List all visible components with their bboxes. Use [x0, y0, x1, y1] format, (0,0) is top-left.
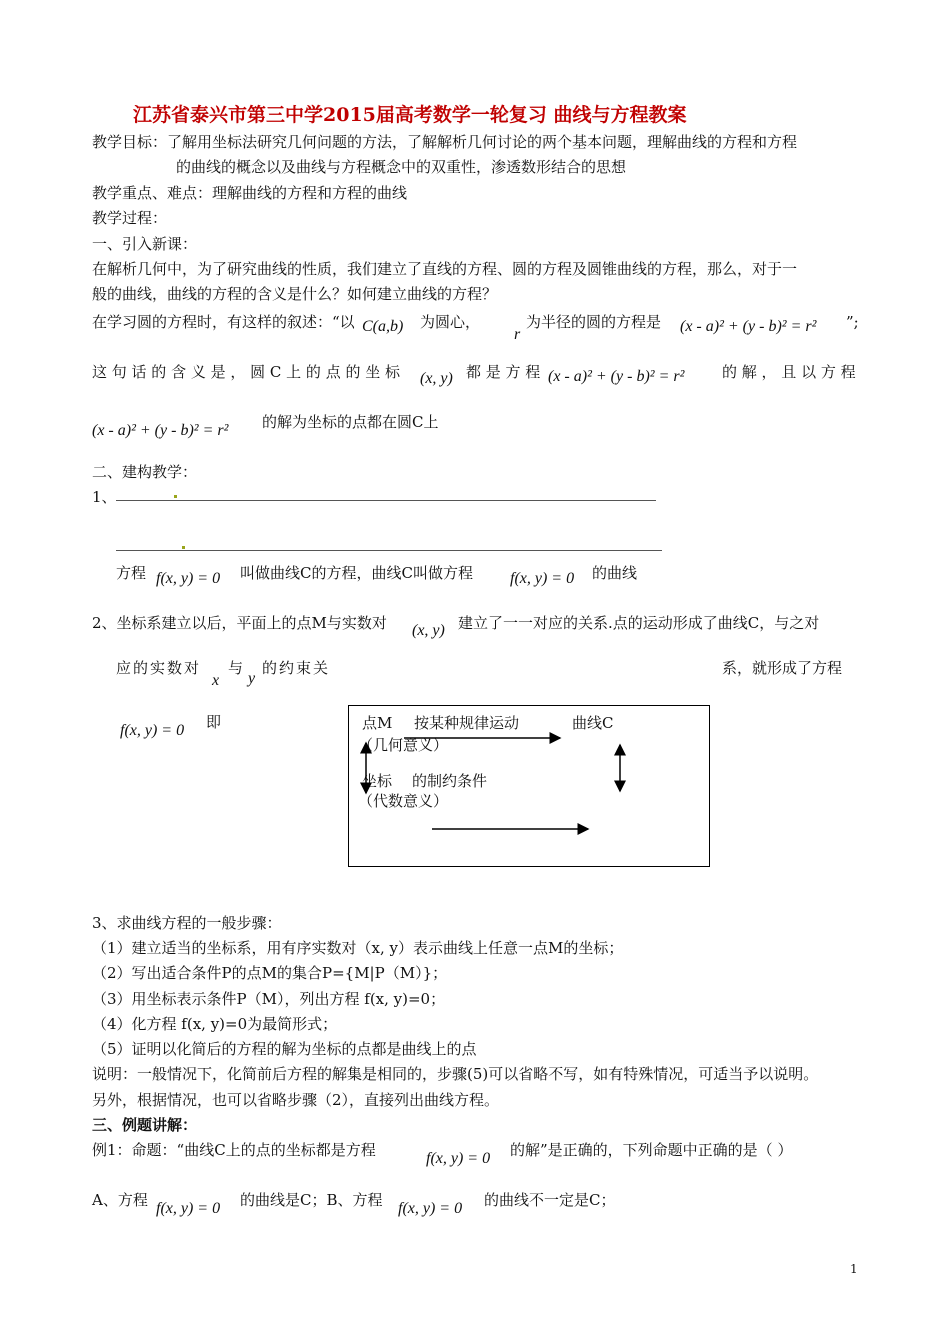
item2-coordinates: (x, y) — [412, 622, 445, 639]
section1-p3-text-a: 这 句 话 的 含 义 是 ， 圆 C 上 的 点 的 坐 标 — [92, 363, 400, 381]
step-2: （2）写出适合条件P的点M的集合P={M|P（M）}； — [92, 964, 448, 982]
section1-p2-text-c: 为半径的圆的方程是 — [526, 313, 662, 331]
circle-center-formula: C(a,b) — [362, 318, 404, 335]
point-coordinates: (x, y) — [420, 370, 453, 387]
section1-p2-text-a: 在学习圆的方程时，有这样的叙述：“以 — [92, 313, 355, 331]
item1-text-a: 方程 — [116, 564, 147, 582]
variable-y: y — [248, 670, 256, 687]
key-points: 教学重点、难点：理解曲线的方程和方程的曲线 — [92, 184, 408, 202]
equation-f-3: f(x, y) = 0 — [120, 722, 185, 739]
diagram-curve-c: 曲线C — [572, 714, 614, 732]
equation-f-1: f(x, y) = 0 — [156, 570, 221, 587]
process-label: 教学过程： — [92, 209, 168, 227]
example1-text-a: 例1：命题：“曲线C上的点的坐标都是方程 — [92, 1141, 376, 1159]
option-b-text: 的曲线不一定是C； — [484, 1191, 616, 1209]
item2-text-f: 系，就形成了方程 — [722, 659, 843, 677]
item1-text-c: 的曲线 — [592, 564, 638, 582]
diagram-algebraic-meaning: （代数意义） — [358, 792, 449, 810]
diagram-point-m: 点M — [362, 714, 393, 732]
diagram-constraint: 的制约条件 — [412, 772, 488, 790]
option-a-equation: f(x, y) = 0 — [156, 1200, 221, 1217]
item1-text-b: 叫做曲线C的方程，曲线C叫做方程 — [240, 564, 473, 582]
variable-x: x — [212, 672, 220, 689]
item2-text-b: 建立了一一对应的关系.点的运动形成了曲线C，与之对 — [458, 614, 820, 632]
example1-text-b: 的解”是正确的，下列命题中正确的是（ ） — [510, 1141, 793, 1159]
diagram-rule: 按某种规律运动 — [414, 714, 520, 732]
step-1: （1）建立适当的坐标系，用有序实数对（x, y）表示曲线上任意一点M的坐标； — [92, 939, 624, 957]
stray-dot-1 — [174, 495, 177, 498]
item2-text-c: 应的实数对 — [116, 659, 202, 677]
item2-text-g: 即 — [206, 713, 222, 731]
radius-symbol: r — [514, 326, 521, 343]
section1-p4-text: 的解为坐标的点都在圆C上 — [262, 413, 439, 431]
section1-paragraph1-line2: 般的曲线，曲线的方程的含义是什么？如何建立曲线的方程？ — [92, 285, 498, 303]
step-3: （3）用坐标表示条件P（M），列出方程 f(x, y)=0； — [92, 990, 446, 1008]
item2-text-e: 的约束关 — [262, 659, 331, 677]
blank-line-1 — [116, 500, 656, 501]
objectives-line2: 的曲线的概念以及曲线与方程概念中的双重性，渗透数形结合的思想 — [176, 158, 627, 176]
item2-text-a: 2、坐标系建立以后，平面上的点M与实数对 — [92, 614, 387, 632]
option-b-equation: f(x, y) = 0 — [398, 1200, 463, 1217]
step-4: （4）化方程 f(x, y)=0为最简形式； — [92, 1015, 338, 1033]
item1-label: 1、 — [92, 488, 117, 506]
diagram-coordinate: 坐标 — [362, 772, 393, 790]
stray-dot-2 — [182, 546, 185, 549]
equation-f-2: f(x, y) = 0 — [510, 570, 575, 587]
page-title: 江苏省泰兴市第三中学2015届高考数学一轮复习 曲线与方程教案 — [133, 104, 687, 126]
objectives-line1: 教学目标：了解用坐标法研究几何问题的方法，了解解析几何讨论的两个基本问题，理解曲线的方程和方程 — [92, 133, 798, 151]
circle-equation-1: (x - a)² + (y - b)² = r² — [680, 318, 817, 335]
section1-paragraph1-line1: 在解析几何中，为了研究曲线的性质，我们建立了直线的方程、圆的方程及圆锥曲线的方程，那么，对于一 — [92, 260, 798, 278]
option-a-text-b: 的曲线是C；B、方程 — [240, 1191, 383, 1209]
section1-p3-text-b: 都 是 方 程 — [466, 363, 541, 381]
section2-heading: 二、建构教学： — [92, 463, 198, 481]
diagram-arrows — [348, 705, 708, 865]
item3-heading: 3、求曲线方程的一般步骤： — [92, 914, 282, 932]
option-a-text: A、方程 — [92, 1191, 148, 1209]
note-line1: 说明：一般情况下，化简前后方程的解集是相同的，步骤(5)可以省略不写，如有特殊情况，可适当予以说明。 — [92, 1065, 819, 1083]
section3-heading: 三、例题讲解： — [92, 1116, 198, 1134]
section1-p2-end: ”; — [846, 313, 859, 331]
blank-line-2 — [116, 550, 662, 551]
step-5: （5）证明以化简后的方程的解为坐标的点都是曲线上的点 — [92, 1040, 477, 1058]
note-line2: 另外，根据情况，也可以省略步骤（2），直接列出曲线方程。 — [92, 1091, 500, 1109]
section1-p3-text-c: 的 解 ， 且 以 方 程 — [722, 363, 856, 381]
diagram-geometric-meaning: （几何意义） — [358, 736, 449, 754]
item2-text-d: 与 — [228, 659, 244, 677]
circle-equation-3: (x - a)² + (y - b)² = r² — [92, 422, 229, 439]
example1-equation: f(x, y) = 0 — [426, 1150, 491, 1167]
section1-p2-text-b: 为圆心， — [420, 313, 481, 331]
section1-heading: 一、引入新课： — [92, 235, 198, 253]
page-number: 1 — [850, 1262, 858, 1276]
circle-equation-2: (x - a)² + (y - b)² = r² — [548, 368, 685, 385]
